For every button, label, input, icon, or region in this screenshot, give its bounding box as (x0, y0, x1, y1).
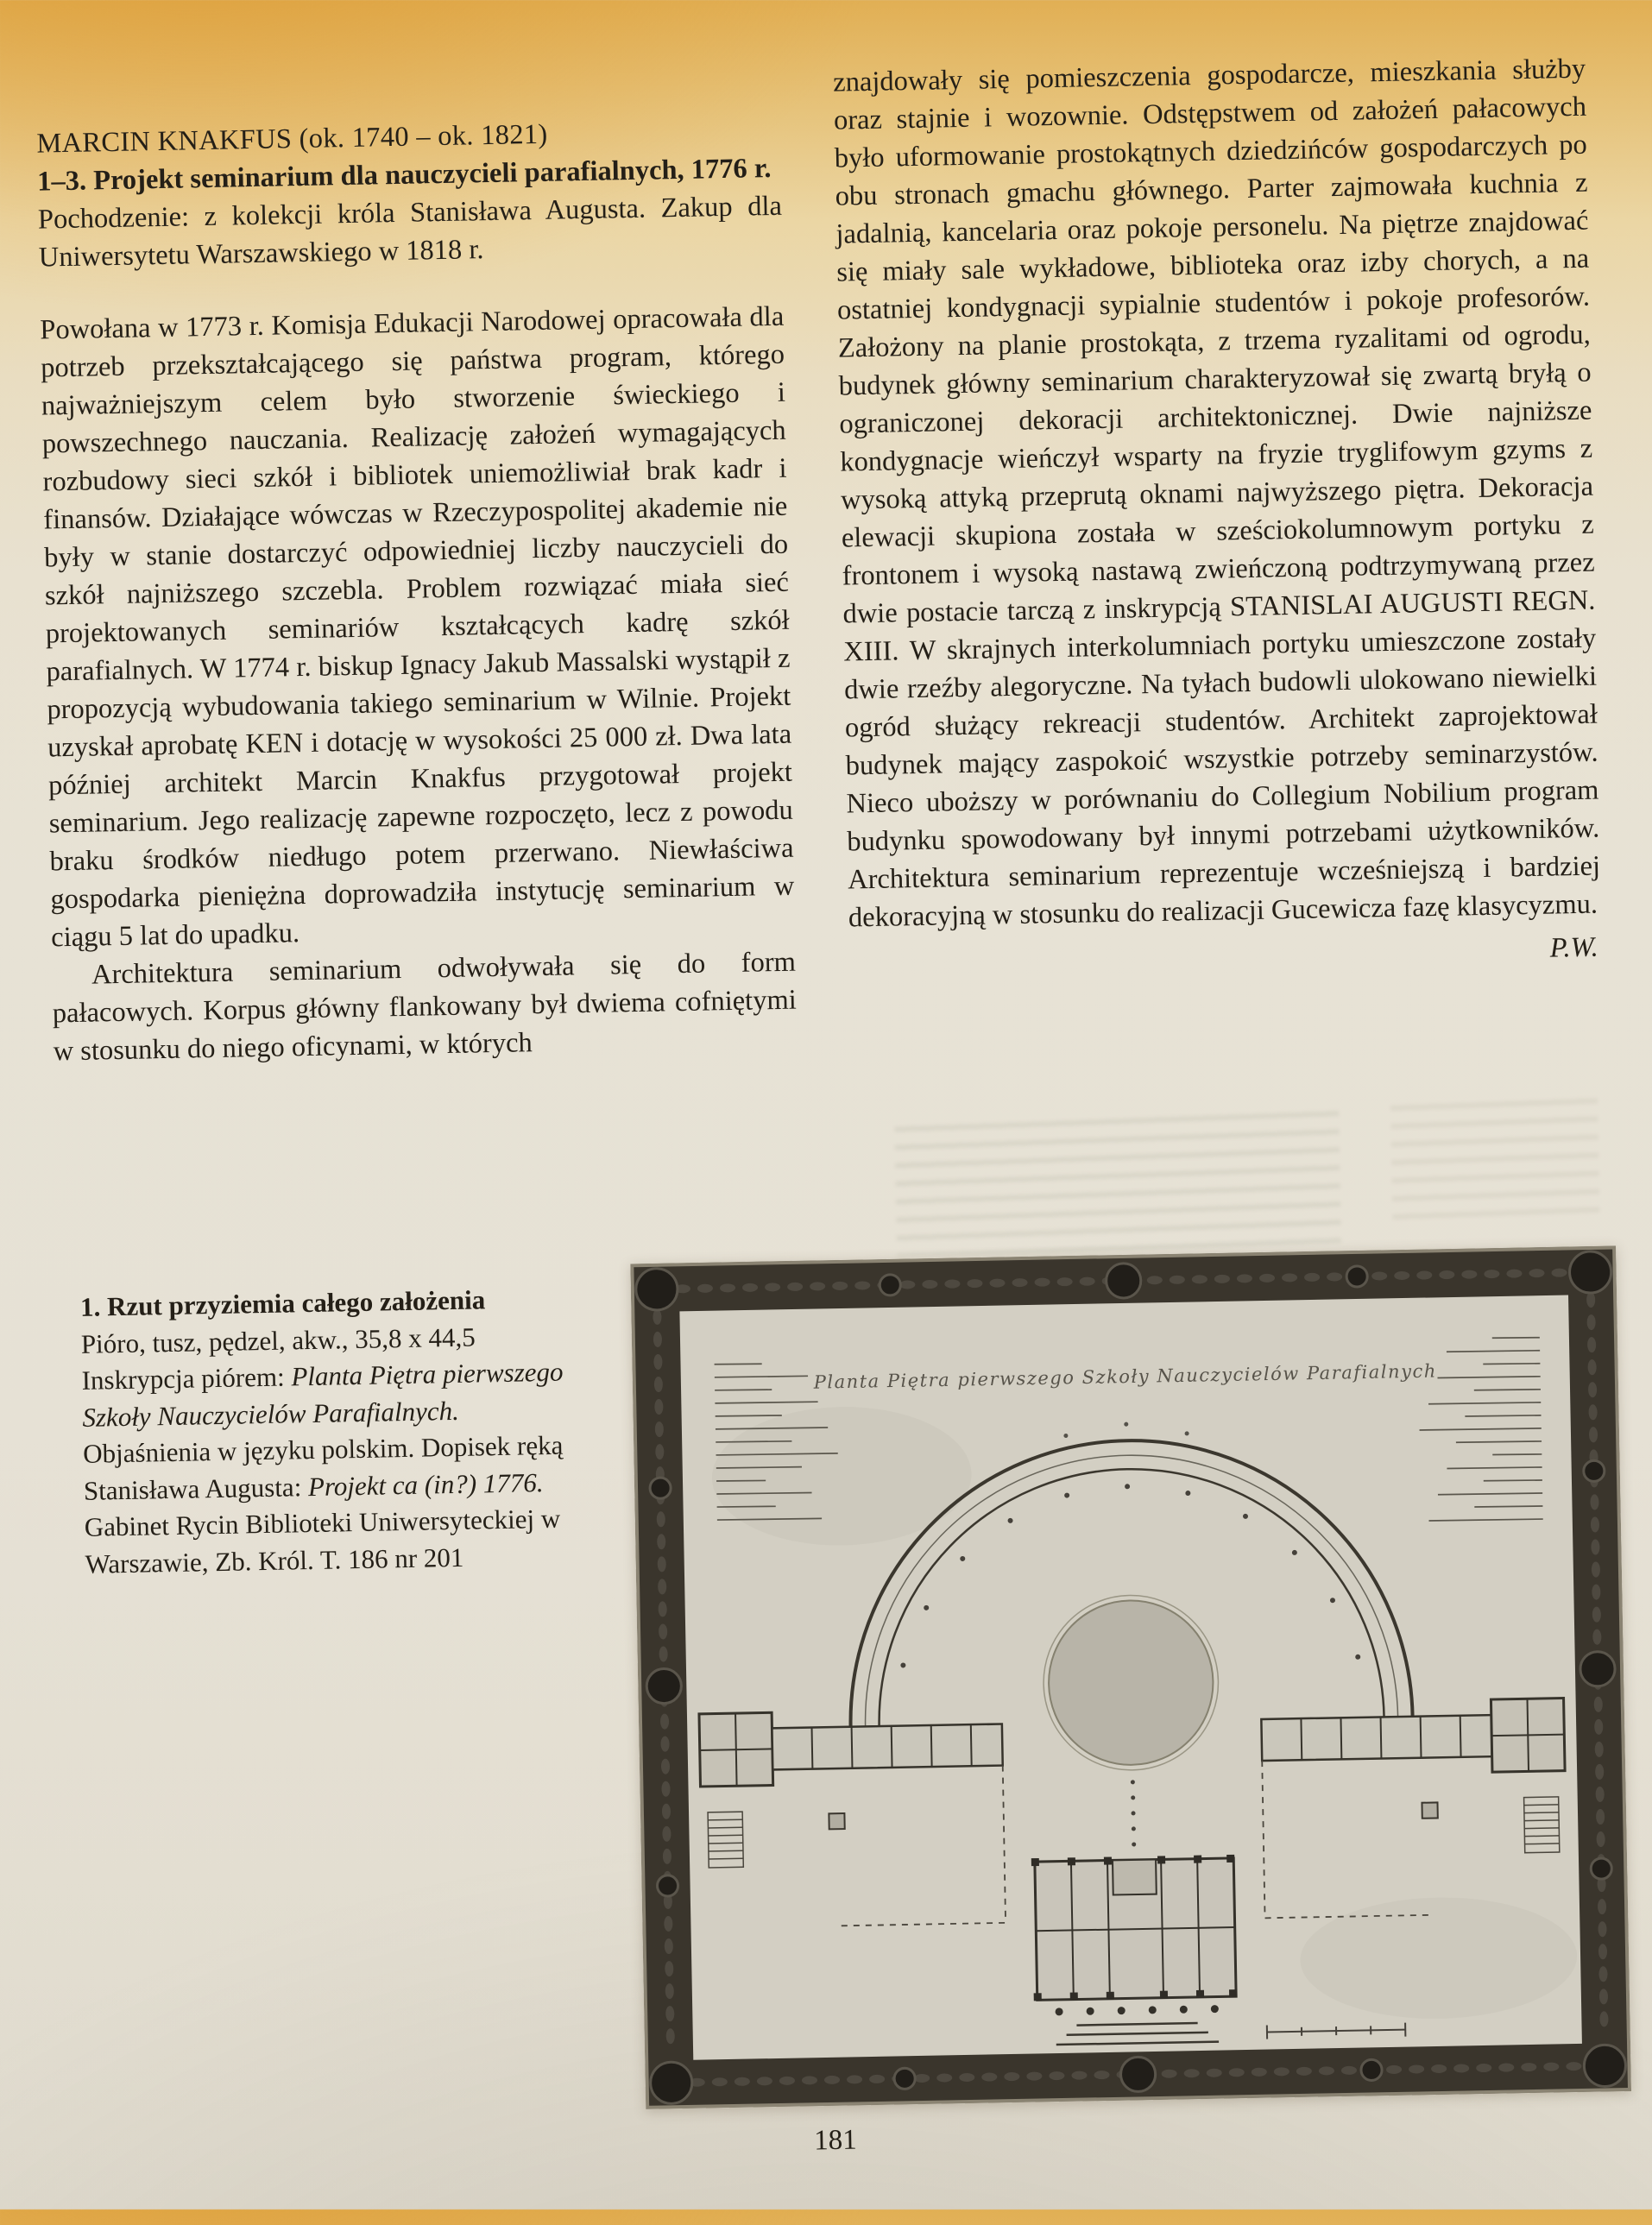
body-paragraph: znajdowały się pomieszczenia gospodarcze, mieszkania służby oraz stajnie i wozownie. Odstępstwem od założeń pałacowych było uformowanie prostokątnych dziedzińców gospodarczych po obu stronach gmachu głównego. Parter zajmowała kuchnia z jadalnią, kancelaria oraz pokoje personelu. Na piętrze znajdować się miały sale wykładowe, biblioteka oraz izby chorych, a na ostatniej kondygnacji sypialnie studentów i pokoje profesorów. Założony na planie prostokąta, z trzema ryzalitami od ogrodu, budynek główny seminarium charakteryzował się zwartą bryłą o ograniczonej dekoracji architektonicznej. Dwie najniższe kondygnacje wieńczył wsparty na fryzie tryglifowym gzyms z wysoką attyką przeprutą oknami najwyższego piętra. Dekoracja elewacji skupiona została w sześciokolumnowym portyku z frontonem i wysoką nastawą zwieńczoną podtrzymywaną przez dwie postacie tarczą z inskrypcją STANISLAI AUGUSTI REGN. XIII. W skrajnych interkolumniach portyku umieszczone zostały dwie rzeźby alegoryczne. Na tyłach budowli ulokowano niewielki ogród służący rekreacji studentów. Architekt zaprojektował budynek mający zaspokoić wszystkie potrzeby seminarzystów. Nieco uboższy w porównaniu do Collegium Nobilium program budynku spowodowany był innymi potrzebami użytkowników. Architektura seminarium reprezentuje wcześniejszą i bardziej dekoracyjną w stosunku do realizacji Gucewicza fazę klasycyzmu. (833, 50, 1601, 937)
body-paragraph: Powołana w 1773 r. Komisja Edukacji Narodowej opracowała dla potrzeb przekształcającego się państwa program, którego najważniejszym celem było stworzenie świeckiego i powszechnego nauczania. Realizację założeń wymagających rozbudowy sieci szkół i bibliotek uniemożliwiał brak kadr i finansów. Działające wówczas w Rzeczypospolitej akademie nie były w stanie dostarczyć odpowiedniej liczby nauczycieli do szkół najniższego szczebla. Problem rozwiązać miała sieć projektowanych seminariów kształcących kadrę szkół parafialnych. W 1774 r. biskup Ignacy Jakub Massalski wystąpił z propozycją wybudowania takiego seminarium w Wilnie. Projekt uzyskał aprobatę KEN i dotację w wysokości 25 000 zł. Dwa lata później architekt Marcin Knakfus przygotował projekt seminarium. Jego realizację zapewne rozpoczęto, lecz z powodu braku środków niedługo potem przerwano. Niewłaściwa gospodarka pieniężna doprowadziła instytucję seminarium w ciągu 5 lat do upadku. (40, 298, 796, 957)
caption-collection: Gabinet Rycin Biblioteki Uniwersyteckiej w Warszawie, Zb. Król. T. 186 nr 201 (84, 1500, 573, 1582)
entry-provenance: Pochodzenie: z kolekcji króla Stanisława Augusta. Zakup dla Uniwersytetu Warszawskiego w 1818 r. (38, 187, 783, 277)
body-paragraph: Architektura seminarium odwoływała się do form pałacowych. Korpus główny flankowany był dwiema cofniętymi w stosunku do niego oficynami, w których (52, 943, 798, 1071)
entry-author: MARCIN KNAKFUS (ok. 1740 – ok. 1821) (36, 111, 781, 163)
floor-plan-drawing (630, 1245, 1631, 2109)
courtyard-pier (829, 1813, 844, 1829)
circular-court (1047, 1599, 1214, 1767)
main-building-block (1031, 1855, 1237, 2001)
page-showthrough (1390, 1089, 1600, 1222)
right-column (833, 50, 1602, 980)
caption-medium: Pióro, tusz, pędzel, akw., 35,8 x 44,5 (80, 1317, 570, 1363)
figure-caption (80, 1281, 574, 1583)
caption-title: 1. Rzut przyziemia całego założenia (80, 1281, 570, 1327)
page-showthrough (894, 1106, 1341, 1256)
courtyard-pier (1422, 1802, 1437, 1818)
author-initials: P.W. (848, 929, 1602, 980)
floor-plan-figure (630, 1245, 1631, 2109)
left-column (36, 111, 798, 1071)
page-number: 181 (9, 2109, 1652, 2171)
plan-inscription: Planta Piętra pierwszego Szkoły Nauczycielów Parafialnych (813, 1359, 1437, 1392)
caption-inscription: Inskrypcja piórem: Planta Piętra pierwszego Szkoły Nauczycielów Parafialnych. Objaśnienia w języku polskim. Dopisek ręką Stanisława Augusta: Projekt ca (in?) 1776. (81, 1353, 572, 1509)
entry-title: 1–3. Projekt seminarium dla nauczycieli parafialnych, 1776 r. (37, 149, 782, 201)
